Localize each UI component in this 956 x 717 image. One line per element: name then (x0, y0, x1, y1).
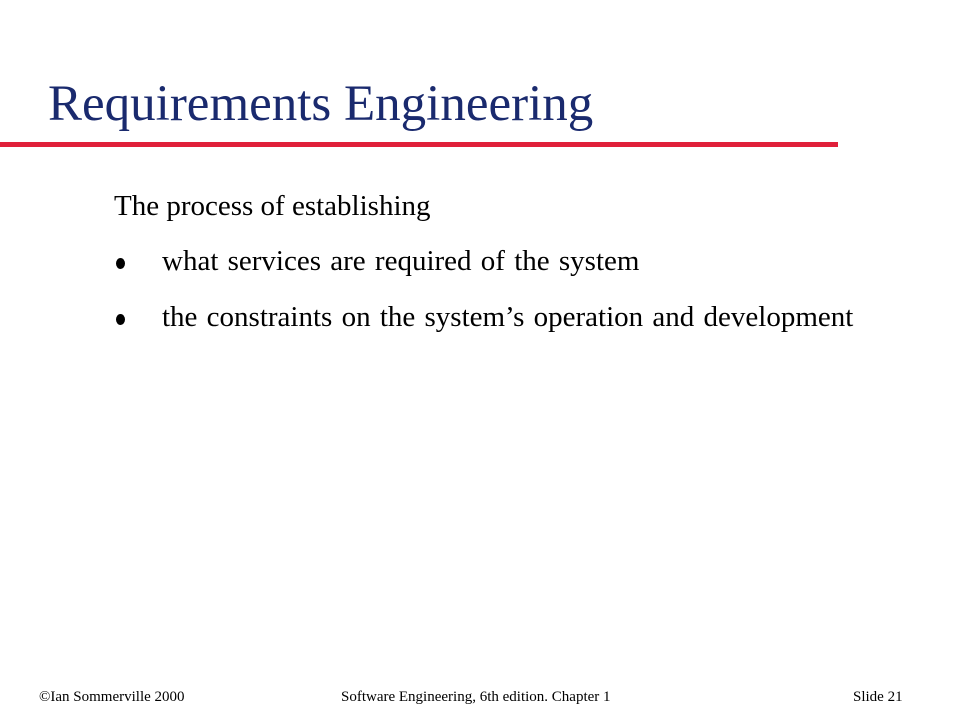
slide-title: Requirements Engineering (48, 76, 594, 132)
bullet-item (114, 238, 854, 284)
bullet-list (114, 238, 854, 350)
title-underline-rule (0, 142, 838, 147)
footer-book-title: Software Engineering, 6th edition. Chapter 1 (341, 689, 611, 705)
footer-copyright: ©Ian Sommerville 2000 (39, 689, 185, 705)
bullet-dot-icon (116, 314, 125, 325)
bullet-text: the constraints on the system’s operation and development (162, 301, 854, 333)
bullet-dot-icon (116, 258, 125, 269)
intro-text: The process of establishing (114, 190, 431, 222)
bullet-text: what services are required of the system (162, 245, 640, 277)
bullet-item (114, 294, 854, 340)
footer-slide-number: Slide 21 (853, 689, 903, 705)
